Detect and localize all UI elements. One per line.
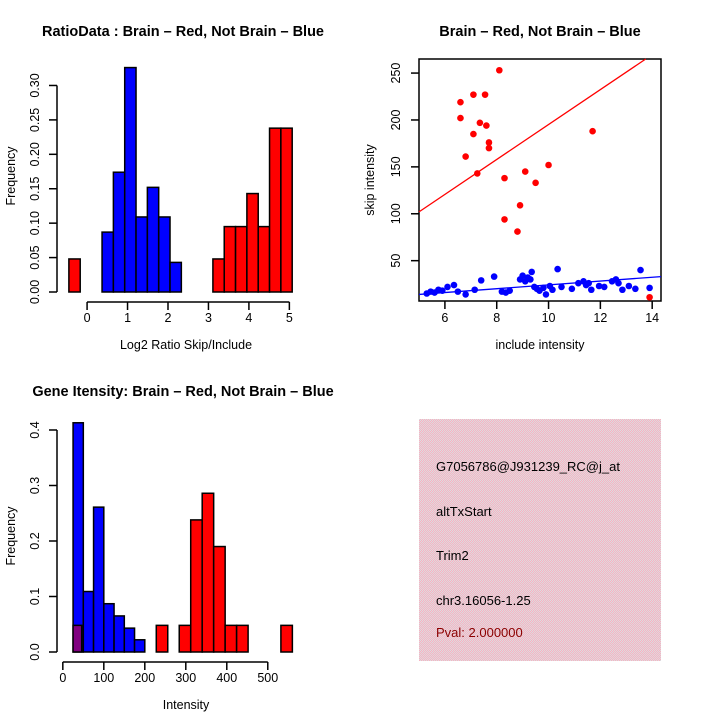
y-tick-label: 0.10 — [28, 210, 42, 236]
y-tick-label: 0.0 — [28, 643, 42, 661]
not_brain-scatter-point — [619, 286, 626, 293]
histogram-bar — [113, 172, 124, 292]
histogram-bar — [237, 625, 248, 652]
not_brain-scatter-point — [444, 284, 451, 291]
histogram-bar — [281, 128, 292, 292]
histogram-bar — [191, 520, 202, 652]
y-tick-label: 50 — [389, 253, 403, 268]
x-tick-label: 5 — [285, 311, 293, 325]
histogram-bar — [124, 628, 134, 652]
histogram-bar — [281, 625, 292, 652]
histogram-bar — [136, 217, 147, 292]
histogram-bar — [258, 227, 269, 292]
panel-intensity-scatter — [360, 0, 720, 360]
x-axis-label: Log2 Ratio Skip/Include — [119, 338, 253, 352]
plot-box — [419, 59, 661, 301]
x-tick-label: 400 — [216, 671, 238, 685]
not_brain-scatter-point — [506, 287, 513, 294]
not_brain-scatter-point — [558, 284, 565, 291]
not_brain-scatter-point — [527, 276, 534, 283]
brain-scatter-point — [474, 170, 481, 177]
brain-scatter-point — [462, 153, 469, 160]
histogram-bar — [159, 217, 170, 292]
not_brain-scatter-point — [637, 267, 644, 274]
brain-scatter-point — [482, 91, 489, 98]
not_brain-scatter-point — [491, 273, 498, 280]
brain-scatter-point — [477, 119, 484, 126]
y-tick-label: 100 — [389, 203, 403, 225]
y-tick-label: 0.3 — [28, 476, 43, 495]
brain-scatter-point — [457, 115, 464, 122]
x-tick-label: 10 — [541, 311, 556, 325]
y-tick-label: 0.00 — [28, 279, 42, 305]
x-tick-label: 300 — [175, 671, 197, 685]
histogram-bar — [270, 128, 281, 292]
pval-text: Pval: 2.000000 — [436, 625, 523, 640]
histogram-bar — [125, 68, 136, 292]
brain-scatter-point — [514, 228, 521, 235]
x-tick-label: 14 — [645, 311, 660, 325]
y-tick-label: 0.30 — [28, 73, 42, 98]
histogram-bar — [73, 625, 82, 652]
histogram-bar — [135, 640, 145, 652]
intensity-scatter-svg — [360, 0, 720, 360]
histogram-bar — [247, 194, 258, 292]
not_brain-scatter-point — [540, 285, 547, 292]
x-axis-label: include intensity — [495, 338, 585, 352]
y-tick-label: 250 — [389, 62, 403, 84]
histogram-bar — [225, 625, 236, 652]
brain-scatter-point — [486, 145, 493, 152]
brain-scatter-point — [501, 175, 508, 182]
histogram-bar — [102, 232, 113, 292]
brain-scatter-point — [522, 168, 529, 175]
brain-scatter-point — [486, 139, 493, 146]
gene-name-text: Trim2 — [436, 548, 469, 563]
histogram-bar — [73, 423, 83, 652]
not_brain-scatter-point — [543, 291, 550, 298]
not_brain-scatter-point — [471, 286, 478, 293]
y-tick-label: 0.15 — [28, 176, 42, 201]
not_brain-scatter-point — [554, 266, 561, 273]
y-axis-label: skip intensity — [363, 144, 377, 216]
not_brain-scatter-point — [585, 280, 592, 287]
chart-title: RatioData : Brain – Red, Not Brain – Blue — [42, 24, 324, 40]
brain-scatter-point — [545, 162, 552, 169]
not_brain-scatter-point — [455, 288, 462, 295]
histogram-bar — [114, 616, 124, 652]
chart-title: Brain – Red, Not Brain – Blue — [439, 24, 641, 40]
panel-info — [360, 360, 720, 720]
histogram-bar — [224, 227, 235, 292]
brain-scatter-point — [517, 202, 524, 209]
y-tick-label: 0.05 — [28, 245, 42, 270]
x-tick-label: 0 — [83, 311, 91, 325]
brain-scatter-point — [532, 180, 539, 187]
event-type-text: altTxStart — [436, 504, 492, 519]
panel-gene-histogram — [0, 360, 360, 720]
histogram-bar — [179, 625, 190, 652]
x-tick-label: 6 — [441, 311, 449, 325]
y-tick-label: 0.2 — [28, 532, 42, 550]
histogram-bar — [94, 507, 104, 652]
y-tick-label: 0.25 — [28, 107, 42, 133]
brain-scatter-point — [470, 91, 477, 98]
histogram-bar — [104, 604, 114, 652]
y-tick-label: 0.1 — [28, 587, 42, 606]
x-tick-label: 1 — [124, 311, 132, 325]
histogram-bar — [147, 187, 158, 292]
y-tick-label: 0.4 — [28, 421, 42, 439]
x-tick-label: 0 — [59, 671, 67, 685]
brain-scatter-point — [483, 122, 490, 129]
x-tick-label: 8 — [493, 311, 501, 325]
not_brain-scatter-point — [569, 286, 576, 293]
not_brain-scatter-point — [626, 283, 633, 290]
not_brain-scatter-point — [462, 291, 469, 298]
histogram-bar — [213, 259, 224, 292]
panel-ratio-histogram — [0, 0, 360, 360]
not_brain-scatter-point — [615, 280, 622, 287]
brain-regression-line — [419, 59, 646, 212]
not_brain-scatter-point — [451, 282, 458, 289]
not_brain-scatter-point — [588, 286, 595, 293]
y-axis-label: Frequency — [4, 146, 18, 206]
not_brain-scatter-point — [632, 286, 639, 293]
histogram-bar — [170, 262, 181, 292]
x-tick-label: 3 — [204, 311, 212, 325]
histogram-bar — [202, 493, 213, 652]
histogram-bar — [83, 592, 93, 652]
brain-scatter-point — [589, 128, 596, 135]
histogram-bar — [236, 227, 247, 292]
not_brain-scatter-point — [601, 284, 608, 291]
x-tick-label: 4 — [245, 311, 253, 325]
not_brain-scatter-point — [549, 286, 556, 293]
histogram-bar — [156, 625, 167, 652]
ratio-histogram-svg — [0, 0, 360, 360]
histogram-bar — [69, 259, 80, 292]
brain-scatter-point — [646, 294, 653, 301]
x-tick-label: 500 — [257, 671, 279, 685]
gene-histogram-svg — [0, 360, 360, 720]
chart-title: Gene Itensity: Brain – Red, Not Brain – Blue — [32, 384, 334, 400]
not_brain-scatter-point — [646, 285, 653, 292]
y-tick-label: 150 — [389, 156, 403, 178]
not_brain-scatter-point — [528, 269, 535, 276]
gene-info-box — [419, 419, 661, 661]
probe-id-text: G7056786@J931239_RC@j_at — [436, 459, 620, 474]
brain-scatter-point — [470, 131, 477, 138]
not_brain-scatter-point — [478, 277, 485, 284]
x-tick-label: 2 — [164, 311, 172, 325]
histogram-bar — [214, 547, 225, 652]
brain-scatter-point — [496, 67, 503, 74]
x-tick-label: 12 — [593, 311, 608, 325]
x-tick-label: 200 — [134, 671, 156, 685]
brain-scatter-point — [501, 216, 508, 223]
locus-text: chr3.16056-1.25 — [436, 593, 531, 608]
x-axis-label: Intensity — [162, 698, 210, 712]
y-tick-label: 200 — [389, 109, 403, 131]
y-axis-label: Frequency — [4, 506, 18, 566]
x-tick-label: 100 — [93, 671, 115, 685]
y-tick-label: 0.20 — [28, 142, 42, 167]
brain-scatter-point — [457, 99, 464, 106]
